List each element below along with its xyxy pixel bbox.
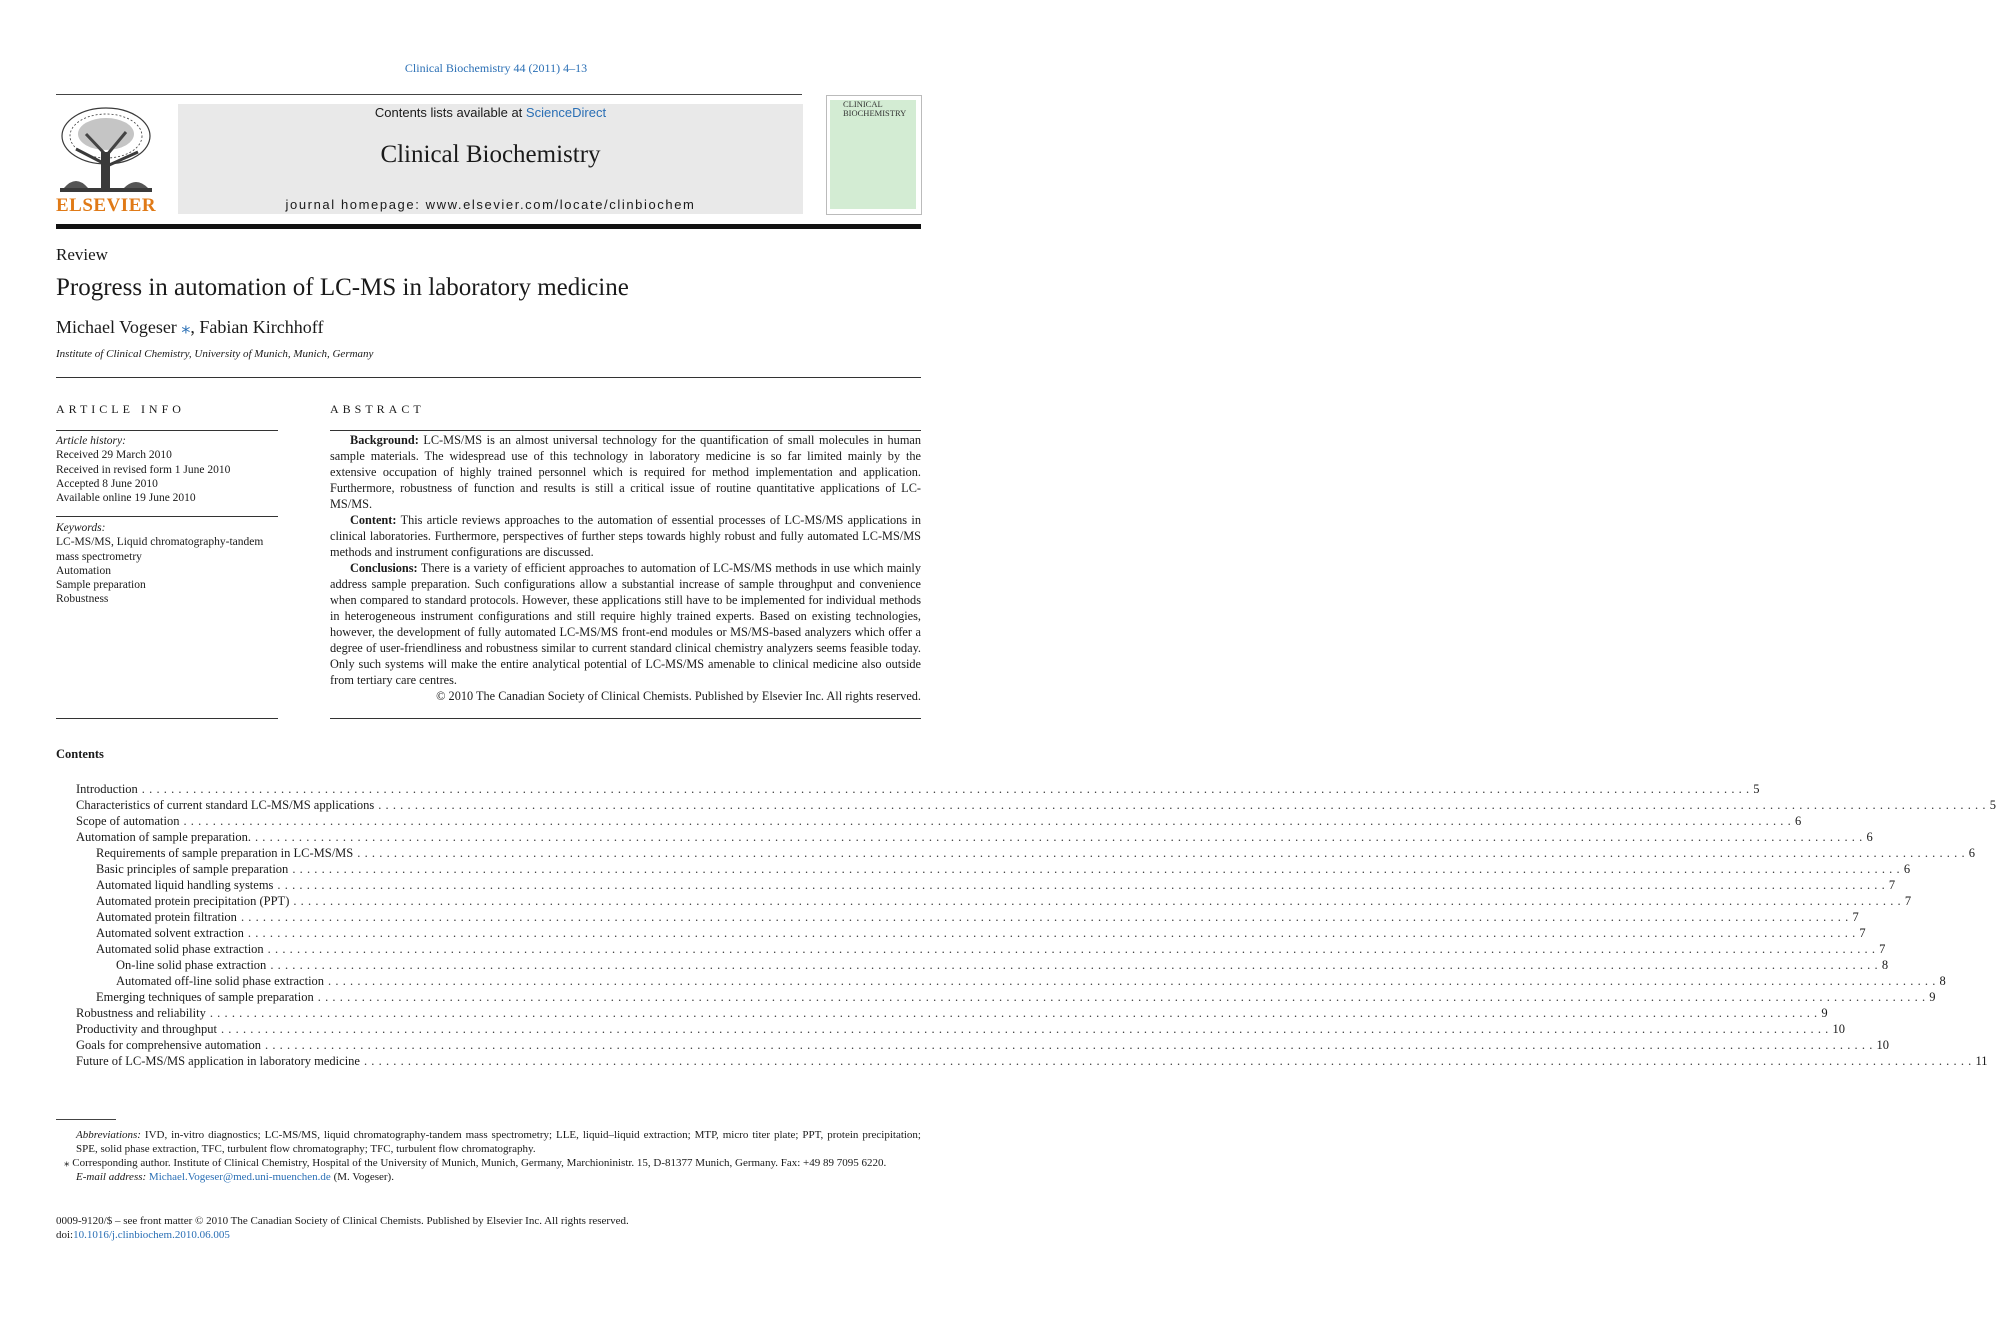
toc-entry-page: 8 (1939, 974, 1946, 988)
toc-leader-dots: ............................................................................................................................................................................................................................ (292, 862, 1904, 876)
toc-entry-page: 5 (1989, 798, 1996, 812)
toc-entry[interactable] (76, 781, 1760, 797)
keywords-rule (56, 516, 278, 517)
article-type: Review (56, 245, 108, 264)
history-label: Article history: (56, 435, 126, 447)
abstract-conclusions (330, 560, 921, 688)
toc-entry-page: 9 (1821, 1006, 1828, 1020)
abstract-bottom-rule (330, 718, 921, 719)
toc-entry[interactable] (96, 989, 1936, 1005)
toc-leader-dots: ............................................................................................................................................................................................................................ (378, 798, 1990, 812)
keyword-item: Automation (56, 564, 111, 577)
toc-entry[interactable] (76, 1005, 1828, 1021)
toc-entry-label: Introduction (76, 782, 138, 796)
toc-entry-page: 7 (1904, 894, 1912, 908)
abstract-rule (330, 430, 921, 431)
toc-entry-label: Automated solid phase extraction (96, 942, 264, 956)
contents-available-line (178, 105, 803, 120)
affiliation: Institute of Clinical Chemistry, University of Munich, Munich, Germany (56, 348, 374, 360)
toc-entry-label: Robustness and reliability (76, 1006, 206, 1020)
toc-leader-dots: ............................................................................................................................................................................................................................ (277, 878, 1889, 892)
toc-leader-dots: ............................................................................................................................................................................................................................ (254, 830, 1867, 844)
history-online: Available online 19 June 2010 (56, 492, 196, 505)
toc-entry-label: Automated off-line solid phase extraction (116, 974, 325, 988)
contents-heading: Contents (56, 747, 104, 761)
toc-entry-label: Automated solvent extraction (96, 926, 244, 940)
content-text: This article reviews approaches to the automation of essential processes of LC-MS/MS applications in clinical laboratories. Furthermore, perspectives of further steps towards highly robust and fully automated LC-MS/MS methods and instrument configurations are discussed. (330, 513, 921, 559)
corresponding-text: Corresponding author. Institute of Clinical Chemistry, Hospital of the University of Munich, Munich, Germany, Marchioninistr. 15, D-81377 Munich, Germany. Fax: +49 89 7095 6220. (69, 1157, 887, 1169)
background-text: LC-MS/MS is an almost universal technology for the quantification of small molecules in human sample materials. The widespread use of this technology in laboratory medicine is so far limited mainly by the extensive occupation of highly trained personnel which is required for method implementation and application. Furthermore, robustness of function and results is still a critical issue of routine quantitative applications of LC-MS/MS. (330, 433, 921, 511)
history-revised: Received in revised form 1 June 2010 (56, 463, 231, 476)
toc-entry-page: 11 (1975, 1054, 1988, 1068)
toc-entry[interactable] (76, 1053, 1988, 1069)
toc-leader-dots: ............................................................................................................................................................................................................................ (220, 1022, 1833, 1036)
toc-leader-dots: ............................................................................................................................................................................................................................ (240, 910, 1853, 924)
toc-entry[interactable] (96, 877, 1896, 893)
toc-entry-page: 5 (1753, 782, 1760, 796)
toc-entry-page: 6 (1866, 830, 1873, 844)
toc-entry-label: Characteristics of current standard LC-MS/MS applications (76, 798, 375, 812)
elsevier-wordmark: ELSEVIER (56, 195, 157, 216)
toc-entry[interactable] (76, 829, 1873, 845)
keyword-item: LC-MS/MS, Liquid chromatography-tandem (56, 536, 264, 549)
keywords-label: Keywords: (56, 522, 106, 534)
toc-entry-label: Future of LC-MS/MS application in laboratory medicine (76, 1054, 360, 1068)
toc-entry[interactable] (116, 957, 1889, 973)
toc-entry-label: Automated protein filtration (96, 910, 237, 924)
doi-link[interactable]: 10.1016/j.clinbiochem.2010.06.005 (73, 1229, 230, 1241)
abbreviations-label: Abbreviations: (76, 1129, 141, 1141)
abstract-body (330, 432, 921, 704)
toc-entry[interactable] (96, 909, 1859, 925)
toc-entry-page: 6 (1794, 814, 1802, 828)
toc-entry-label: Automated liquid handling systems (96, 878, 274, 892)
journal-homepage[interactable]: journal homepage: www.elsevier.com/locate/clinbiochem (285, 197, 696, 212)
email-label: E-mail address: (76, 1171, 147, 1183)
toc-entry-label: Emerging techniques of sample preparation (96, 990, 314, 1004)
toc-leader-dots: ............................................................................................................................................................................................................................ (209, 1006, 1822, 1020)
header-thick-rule (56, 224, 921, 229)
contents-prefix: Contents lists available at (374, 105, 526, 120)
toc-leader-dots: ............................................................................................................................................................................................................................ (293, 894, 1905, 908)
cover-title (843, 100, 917, 118)
toc-leader-dots: ............................................................................................................................................................................................................................ (247, 926, 1860, 940)
content-label: Content: (350, 513, 397, 527)
corresponding-author-mark[interactable]: ⁎ (181, 317, 191, 337)
email-suffix: (M. Vogeser). (330, 1171, 394, 1183)
toc-entry-page: 9 (1929, 990, 1936, 1004)
front-matter-line: 0009-9120/$ – see front matter © 2010 The Canadian Society of Clinical Chemists. Published by Elsevier Inc. All rights reserved. (56, 1215, 629, 1227)
history-received: Received 29 March 2010 (56, 449, 172, 462)
article-info-rule (56, 430, 278, 431)
toc-entry[interactable] (76, 797, 1996, 813)
abstract-heading: ABSTRACT (330, 402, 425, 416)
abstract-copyright: © 2010 The Canadian Society of Clinical Chemists. Published by Elsevier Inc. All rights reserved. (436, 689, 921, 703)
toc-leader-dots: ............................................................................................................................................................................................................................ (183, 814, 1795, 828)
toc-entry-label: Automation of sample preparation. (76, 830, 251, 844)
cover-title-line-1: CLINICAL (843, 99, 883, 109)
toc-entry-page: 6 (1968, 846, 1976, 860)
author-kirchhoff[interactable]: , Fabian Kirchhoff (190, 317, 324, 337)
toc-entry-page: 8 (1881, 958, 1889, 972)
toc-leader-dots: ............................................................................................................................................................................................................................ (141, 782, 1754, 796)
toc-entry-label: Productivity and throughput (76, 1022, 217, 1036)
toc-entry-page: 7 (1859, 926, 1866, 940)
toc-leader-dots: ............................................................................................................................................................................................................................ (317, 990, 1930, 1004)
toc-entry[interactable] (76, 1021, 1845, 1037)
doi-line (56, 1228, 230, 1242)
toc-entry-label: Automated protein precipitation (PPT) (96, 894, 290, 908)
journal-title: Clinical Biochemistry (380, 141, 601, 168)
toc-entry[interactable] (96, 925, 1866, 941)
toc-entry-page: 10 (1832, 1022, 1845, 1036)
article-title: Progress in automation of LC-MS in laboratory medicine (56, 274, 629, 301)
toc-leader-dots: ............................................................................................................................................................................................................................ (363, 1054, 1976, 1068)
toc-entry[interactable] (96, 861, 1911, 877)
background-label: Background: (350, 433, 419, 447)
keyword-item: mass spectrometry (56, 550, 142, 563)
abbreviations-footnote (56, 1128, 921, 1156)
toc-entry[interactable] (76, 1037, 1890, 1053)
toc-entry[interactable] (76, 813, 1802, 829)
keyword-item: Robustness (56, 593, 109, 606)
author-list (56, 317, 323, 338)
abstract-background (330, 432, 921, 512)
toc-entry-page: 6 (1903, 862, 1911, 876)
toc-entry-label: Goals for comprehensive automation (76, 1038, 262, 1052)
toc-leader-dots: ............................................................................................................................................................................................................................ (328, 974, 1940, 988)
keyword-item: Sample preparation (56, 579, 146, 592)
toc-entry-page: 7 (1852, 910, 1859, 924)
toc-entry[interactable] (96, 941, 1886, 957)
toc-entry-page: 7 (1879, 942, 1886, 956)
article-info-bottom-rule (56, 718, 278, 719)
footnotes (56, 1128, 921, 1184)
header-rule (56, 94, 802, 95)
conclusions-text: There is a variety of efficient approaches to automation of LC-MS/MS methods in use which mainly address sample preparation. Such configurations allow a substantial increase of sample throughput and convenience when compared to standard protocols. However, these applications still have to be implemented for individual methods in heterogeneous instrument configurations and still require highly trained experts. Based on existing technologies, however, the development of fully automated LC-MS/MS front-end modules or MS/MS-based analyzers which offer a degree of user-friendliness and robustness similar to current standard clinical chemistry analyzers seems feasible today. Only such systems will make the entire analytical potential of LC-MS/MS amenable to clinical medicine also outside from tertiary care centres. (330, 561, 921, 687)
author-vogeser[interactable]: Michael Vogeser (56, 317, 177, 337)
corresponding-footnote (56, 1156, 921, 1170)
cover-title-line-2: BIOCHEMISTRY (843, 108, 907, 118)
abstract-content (330, 512, 921, 560)
history-accepted: Accepted 8 June 2010 (56, 477, 158, 490)
footnote-rule (56, 1119, 116, 1120)
journal-citation[interactable]: Clinical Biochemistry 44 (2011) 4–13 (404, 61, 588, 75)
toc-entry-label: Requirements of sample preparation in LC-MS/MS (96, 846, 354, 860)
abbreviations-text: IVD, in-vitro diagnostics; LC-MS/MS, liquid chromatography-tandem mass spectrometry; LLE, liquid–liquid extraction; MTP, micro titer plate; PPT, protein precipitation; SPE, solid phase extraction, TFC, turbulent flow chromatography; TFC, turbulent flow chromatography. (76, 1129, 921, 1155)
toc-leader-dots: ............................................................................................................................................................................................................................ (265, 1038, 1877, 1052)
keywords (56, 521, 278, 607)
article-info-heading: ARTICLE INFO (56, 402, 185, 416)
doi-prefix: doi: (56, 1229, 74, 1241)
toc-leader-dots: ............................................................................................................................................................................................................................ (357, 846, 1969, 860)
toc-leader-dots: ............................................................................................................................................................................................................................ (267, 942, 1880, 956)
toc-entry[interactable] (96, 893, 1912, 909)
conclusions-label: Conclusions: (350, 561, 418, 575)
toc-leader-dots: ............................................................................................................................................................................................................................ (270, 958, 1882, 972)
toc-entry-label: On-line solid phase extraction (116, 958, 267, 972)
toc-entry[interactable] (96, 845, 1976, 861)
article-history (56, 434, 278, 505)
toc-entry-page: 7 (1888, 878, 1896, 892)
head-rule (56, 377, 921, 378)
toc-entry-label: Basic principles of sample preparation (96, 862, 289, 876)
footnote-mark: ⁎ (64, 1157, 70, 1169)
toc-entry-label: Scope of automation (76, 814, 180, 828)
email-footnote (56, 1170, 921, 1184)
email-link[interactable]: Michael.Vogeser@med.uni-muenchen.de (148, 1171, 331, 1183)
toc-entry-page: 10 (1876, 1038, 1890, 1052)
sciencedirect-link[interactable]: ScienceDirect (525, 105, 607, 120)
toc-entry[interactable] (116, 973, 1946, 989)
